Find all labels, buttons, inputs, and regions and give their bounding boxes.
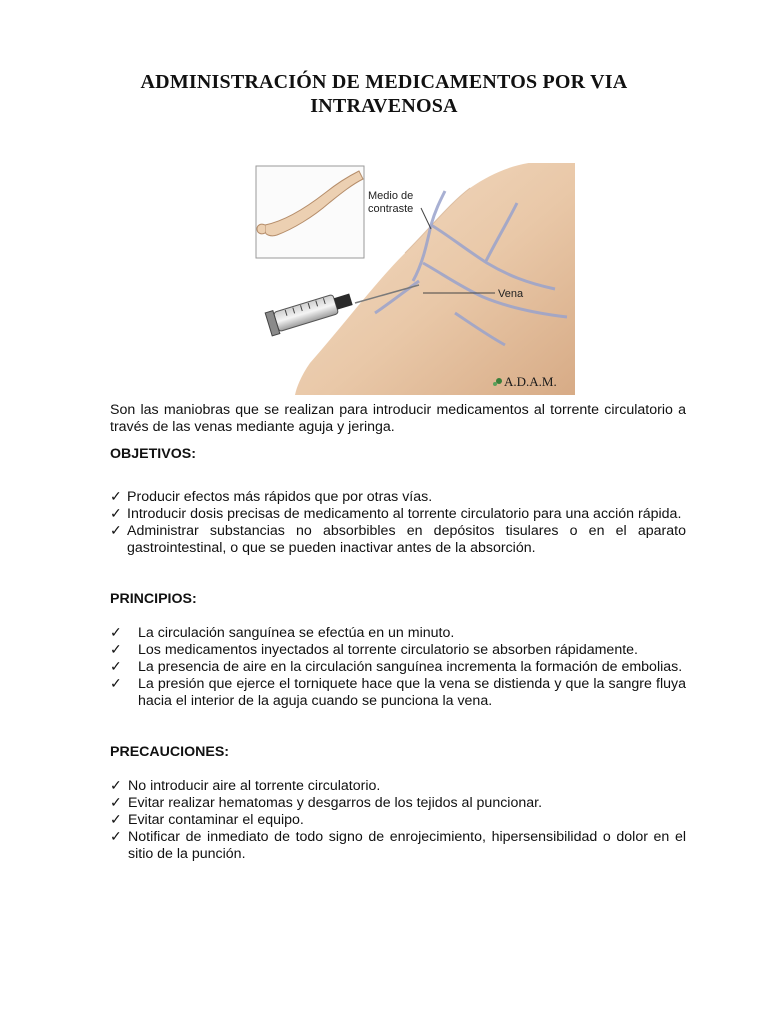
principios-list — [110, 625, 686, 710]
list-item-text: Los medicamentos inyectados al torrente circulatorio se absorben rápidamente. — [138, 642, 638, 658]
check-icon: ✓ — [110, 523, 122, 539]
check-icon: ✓ — [110, 489, 122, 505]
list-item-text: La presión que ejerce el torniquete hace que la vena se distienda y que la sangre fluya hacia el interior de la aguja cuando se punciona la vena. — [138, 676, 686, 709]
list-item-text: No introducir aire al torrente circulatorio. — [128, 778, 381, 794]
label-vein: Vena — [498, 288, 524, 300]
document-title: ADMINISTRACIÓN DE MEDICAMENTOS POR VIA INTRAVENOSA — [140, 71, 628, 117]
check-icon: ✓ — [110, 659, 122, 675]
precauciones-list — [110, 778, 686, 863]
list-item-text: Evitar realizar hematomas y desgarros de los tejidos al puncionar. — [128, 795, 543, 811]
heading-precauciones: PRECAUCIONES: — [110, 744, 230, 760]
list-item-text: Producir efectos más rápidos que por otras vías. — [127, 489, 433, 505]
objetivos-list — [110, 489, 686, 557]
list-item — [110, 489, 686, 506]
list-item-text: Notificar de inmediato de todo signo de enrojecimiento, hipersensibilidad o dolor en el sitio de la punción. — [128, 829, 686, 862]
check-icon: ✓ — [110, 812, 122, 828]
list-item — [110, 659, 686, 676]
heading-principios: PRINCIPIOS: — [110, 591, 197, 607]
list-item-text: La presencia de aire en la circulación sanguínea incrementa la formación de embolias. — [138, 659, 683, 675]
list-item — [110, 523, 686, 557]
list-item — [110, 778, 686, 795]
check-icon: ✓ — [110, 778, 122, 794]
list-item — [110, 812, 686, 829]
list-item-text: La circulación sanguínea se efectúa en un minuto. — [138, 625, 455, 641]
label-contrast-line2: contraste — [368, 203, 414, 215]
list-item — [110, 795, 686, 812]
list-item-text: Evitar contaminar el equipo. — [128, 812, 304, 828]
list-item — [110, 676, 686, 710]
check-icon: ✓ — [110, 829, 122, 845]
check-icon: ✓ — [110, 625, 122, 641]
check-icon: ✓ — [110, 642, 122, 658]
list-item-text: Administrar substancias no absorbibles en depósitos tisulares o en el aparato gastrointestinal, o que se pueden inactivar antes de la absorción. — [127, 523, 686, 556]
inset-arm-thumbnail — [256, 166, 364, 258]
list-item-text: Introducir dosis precisas de medicamento al torrente circulatorio para una acción rápida. — [127, 506, 682, 522]
list-item — [110, 829, 686, 863]
check-icon: ✓ — [110, 795, 122, 811]
label-contrast-line1: Medio de — [368, 190, 414, 202]
check-icon: ✓ — [110, 676, 122, 692]
intro-paragraph: Son las maniobras que se realizan para introducir medicamentos al torrente circulatorio a través de las venas mediante aguja y jeringa. — [110, 402, 686, 435]
iv-injection-illustration — [255, 163, 575, 395]
list-item — [110, 625, 686, 642]
check-icon: ✓ — [110, 506, 122, 522]
list-item — [110, 642, 686, 659]
list-item — [110, 506, 686, 523]
adam-credit: A.D.A.M. — [504, 374, 557, 389]
heading-objetivos: OBJETIVOS: — [110, 446, 196, 462]
